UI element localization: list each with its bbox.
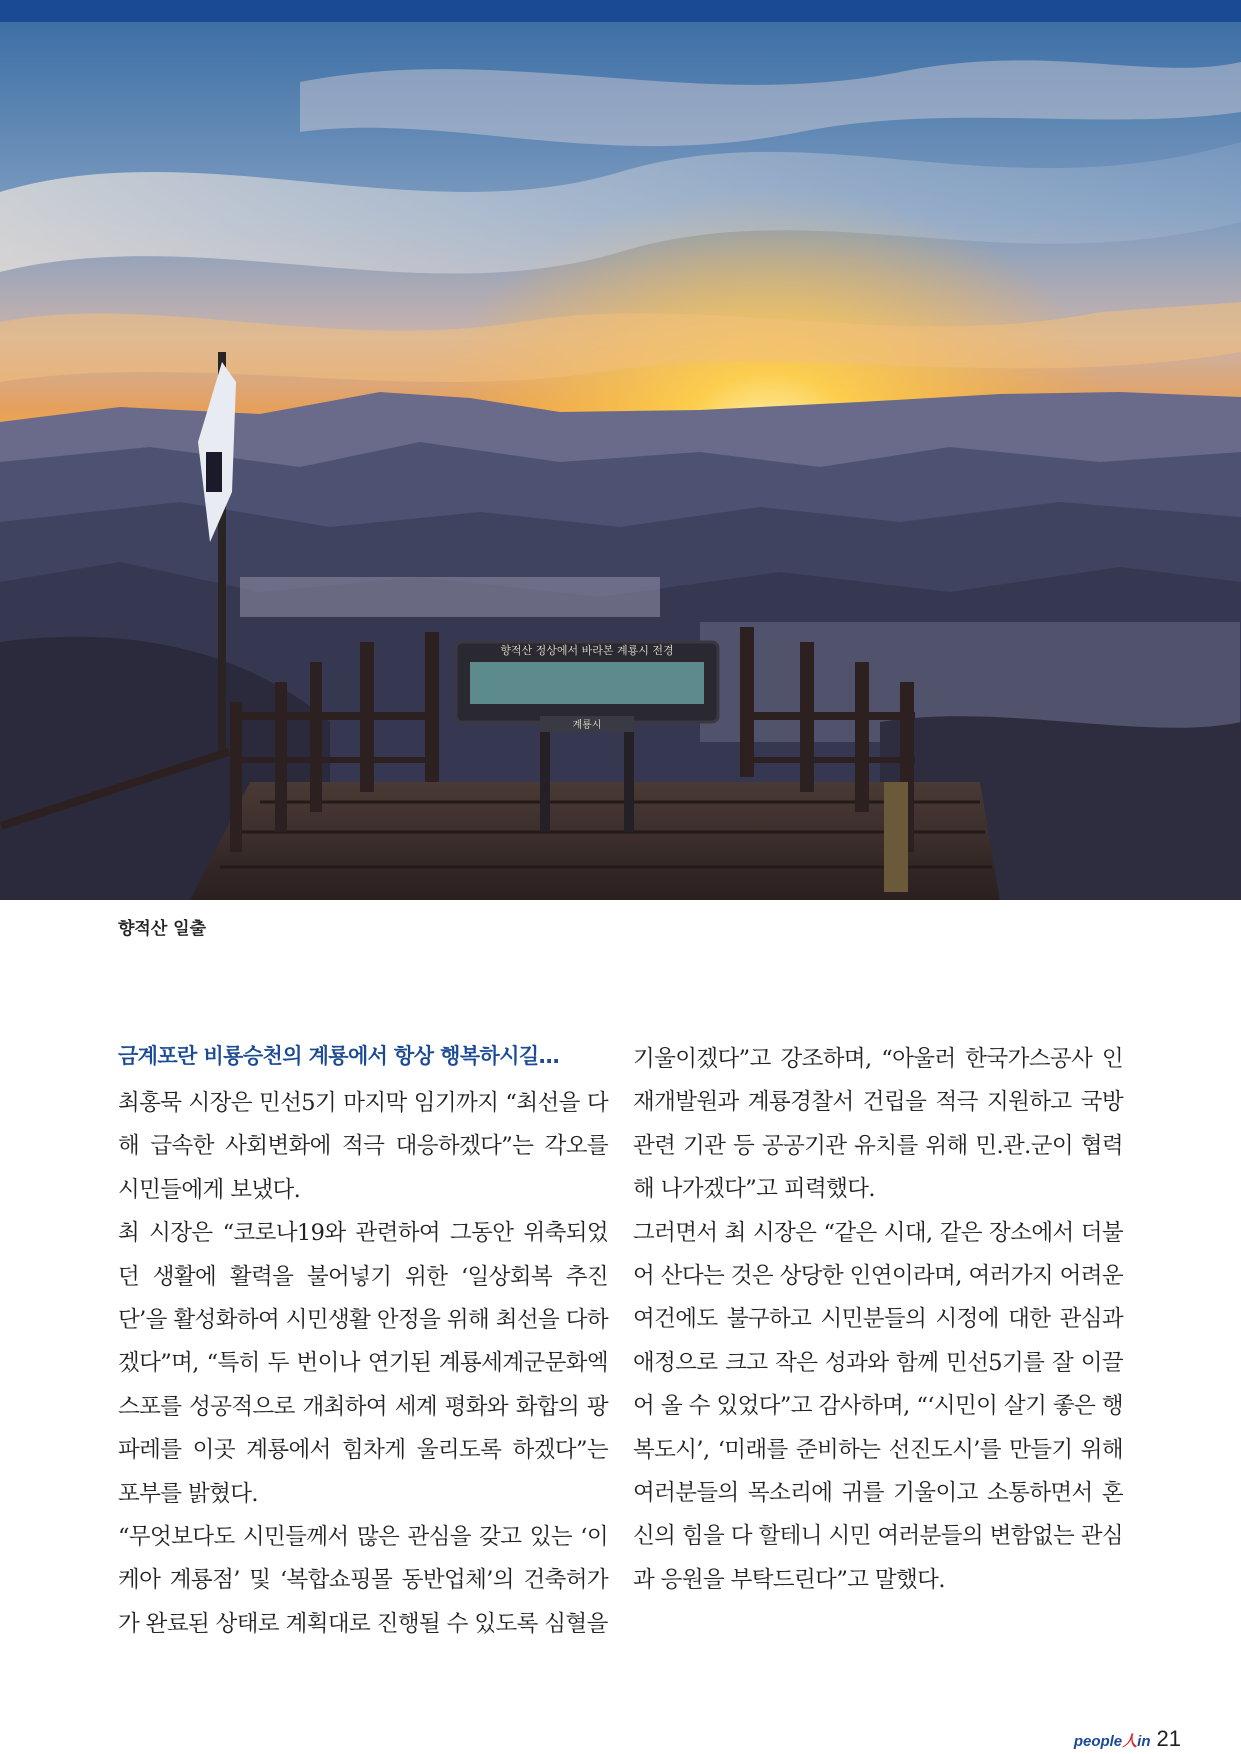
logo-text-people: people (1073, 1733, 1123, 1750)
paragraph: 최홍묵 시장은 민선5기 마지막 임기까지 “최선을 다해 급속한 사회변화에 적극 대응하겠다”는 각오를 시민들에게 보냈다. (118, 1090, 608, 1203)
logo-text-in: in (1137, 1733, 1151, 1750)
article-column-left (118, 1082, 608, 1646)
paragraph: 그러면서 최 시장은 “같은 시대, 같은 장소에서 더불어 산다는 것은 상당한 인연이라며, 여러가지 어려운 여건에도 불구하고 시민분들의 시정에 대한 관심과 애정으로 크고 작은 성과와 함께 민선5기를 잘 이끌어 올 수 있었다”고 감사하며, “‘시민이 살기 좋은 행복도시’, ‘미래를 준비하는 선진도시’를 만들기 위해 여러분들의 목소리에 귀를 기울이고 소통하면서 혼신의 힘을 다 할테니 시민 여러분들의 변함없는 관심과 응원을 부탁드린다”고 말했다. (633, 1219, 1123, 1593)
paragraph: “무엇보다도 시민들께서 많은 관심을 갖고 있는 ‘이케아 계룡점’ 및 ‘복합쇼핑몰 동반업체’의 건축허가가 완료된 상태로 계획대로 진행될 수 있도록 심혈을 (118, 1524, 608, 1637)
magazine-logo: people人in (1073, 1733, 1151, 1750)
page-number: 21 (1156, 1726, 1181, 1751)
page-footer (1074, 1726, 1181, 1752)
top-color-bar (0, 0, 1241, 22)
sign-title: 향적산 정상에서 바라본 계룡시 전경 (500, 644, 674, 657)
sign-subtitle: 계룡시 (572, 720, 602, 731)
sunrise-photo (0, 22, 1241, 900)
sunrise-illustration (0, 22, 1241, 900)
paragraph: 최 시장은 “코로나19와 관련하여 그동안 위축되었던 생활에 활력을 불어넣기 위한 ‘일상회복 추진단’을 활성화하여 시민생활 안정을 위해 최선을 다하겠다”며, “특히 두 번이나 연기된 계룡세계군문화엑스포를 성공적으로 개최하여 세계 평화와 화합의 팡파레를 이곳 계룡에서 힘차게 울리도록 하겠다”는 포부를 밝혔다. (118, 1220, 608, 1507)
article-heading: 금계포란 비룡승천의 계룡에서 항상 행복하시길… (118, 1044, 559, 1068)
paragraph: 기울이겠다”고 강조하며, “아울러 한국가스공사 인재개발원과 계룡경찰서 건립을 적극 지원하고 국방관련 기관 등 공공기관 유치를 위해 민.관.군이 협력해 나가겠다”고 피력했다. (633, 1046, 1123, 1203)
article-column-right (633, 1038, 1123, 1602)
photo-caption: 향적산 일출 (118, 919, 207, 939)
